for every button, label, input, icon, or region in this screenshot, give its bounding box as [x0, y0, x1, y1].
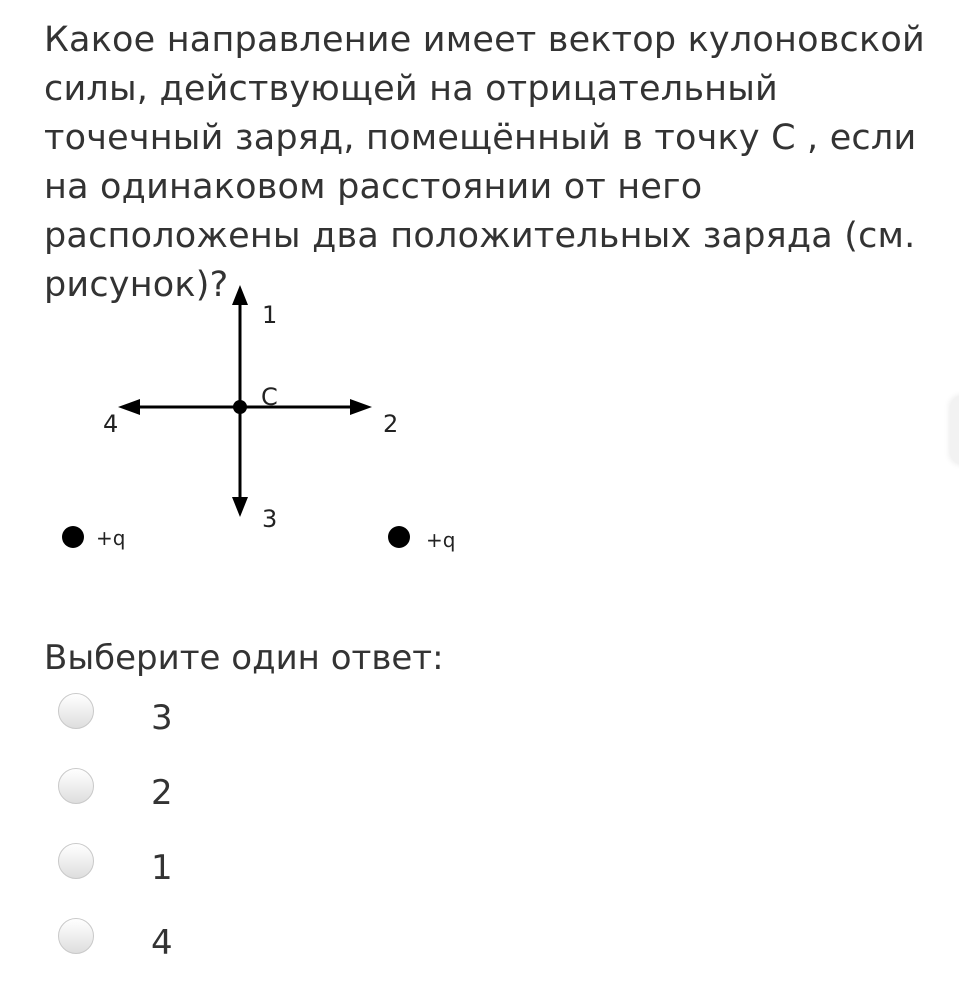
- arrow-up-label: 1: [262, 301, 278, 329]
- answer-option-label[interactable]: 4: [151, 923, 173, 963]
- charge-right: [388, 526, 410, 548]
- charge-left-label: +q: [96, 526, 126, 550]
- arrow-up-head: [232, 285, 248, 305]
- question-text: Какое направление имеет вектор кулоновской силы, действующей на отрицательный точечный заряд, помещённый в точку С , если на одинаковом расстоянии от него расположены два положительных заряда (см. рисунок)?: [44, 20, 925, 305]
- radio-button[interactable]: [58, 693, 94, 729]
- answer-option[interactable]: [56, 915, 456, 990]
- point-c: [233, 400, 247, 414]
- arrow-down-label: 3: [262, 505, 278, 533]
- answer-prompt: Выберите один ответ:: [44, 638, 444, 678]
- answer-option-label[interactable]: 2: [151, 773, 173, 813]
- answer-option[interactable]: [56, 765, 456, 840]
- arrow-down-head: [232, 497, 248, 517]
- side-panel-edge: [951, 395, 959, 465]
- answer-option[interactable]: [56, 690, 456, 765]
- force-diagram: [50, 275, 490, 575]
- point-c-label: C: [261, 383, 278, 411]
- answer-option-label[interactable]: 1: [151, 848, 173, 888]
- arrow-right-head: [350, 399, 372, 415]
- charge-left: [62, 526, 84, 548]
- radio-button[interactable]: [58, 843, 94, 879]
- charge-right-label: +q: [426, 528, 456, 552]
- arrow-right-label: 2: [383, 410, 399, 438]
- answer-option[interactable]: [56, 840, 456, 915]
- answer-options: [56, 690, 456, 990]
- answer-option-label[interactable]: 3: [151, 698, 173, 738]
- radio-button[interactable]: [58, 918, 94, 954]
- arrow-left-label: 4: [103, 410, 119, 438]
- arrow-left-head: [118, 399, 140, 415]
- radio-button[interactable]: [58, 768, 94, 804]
